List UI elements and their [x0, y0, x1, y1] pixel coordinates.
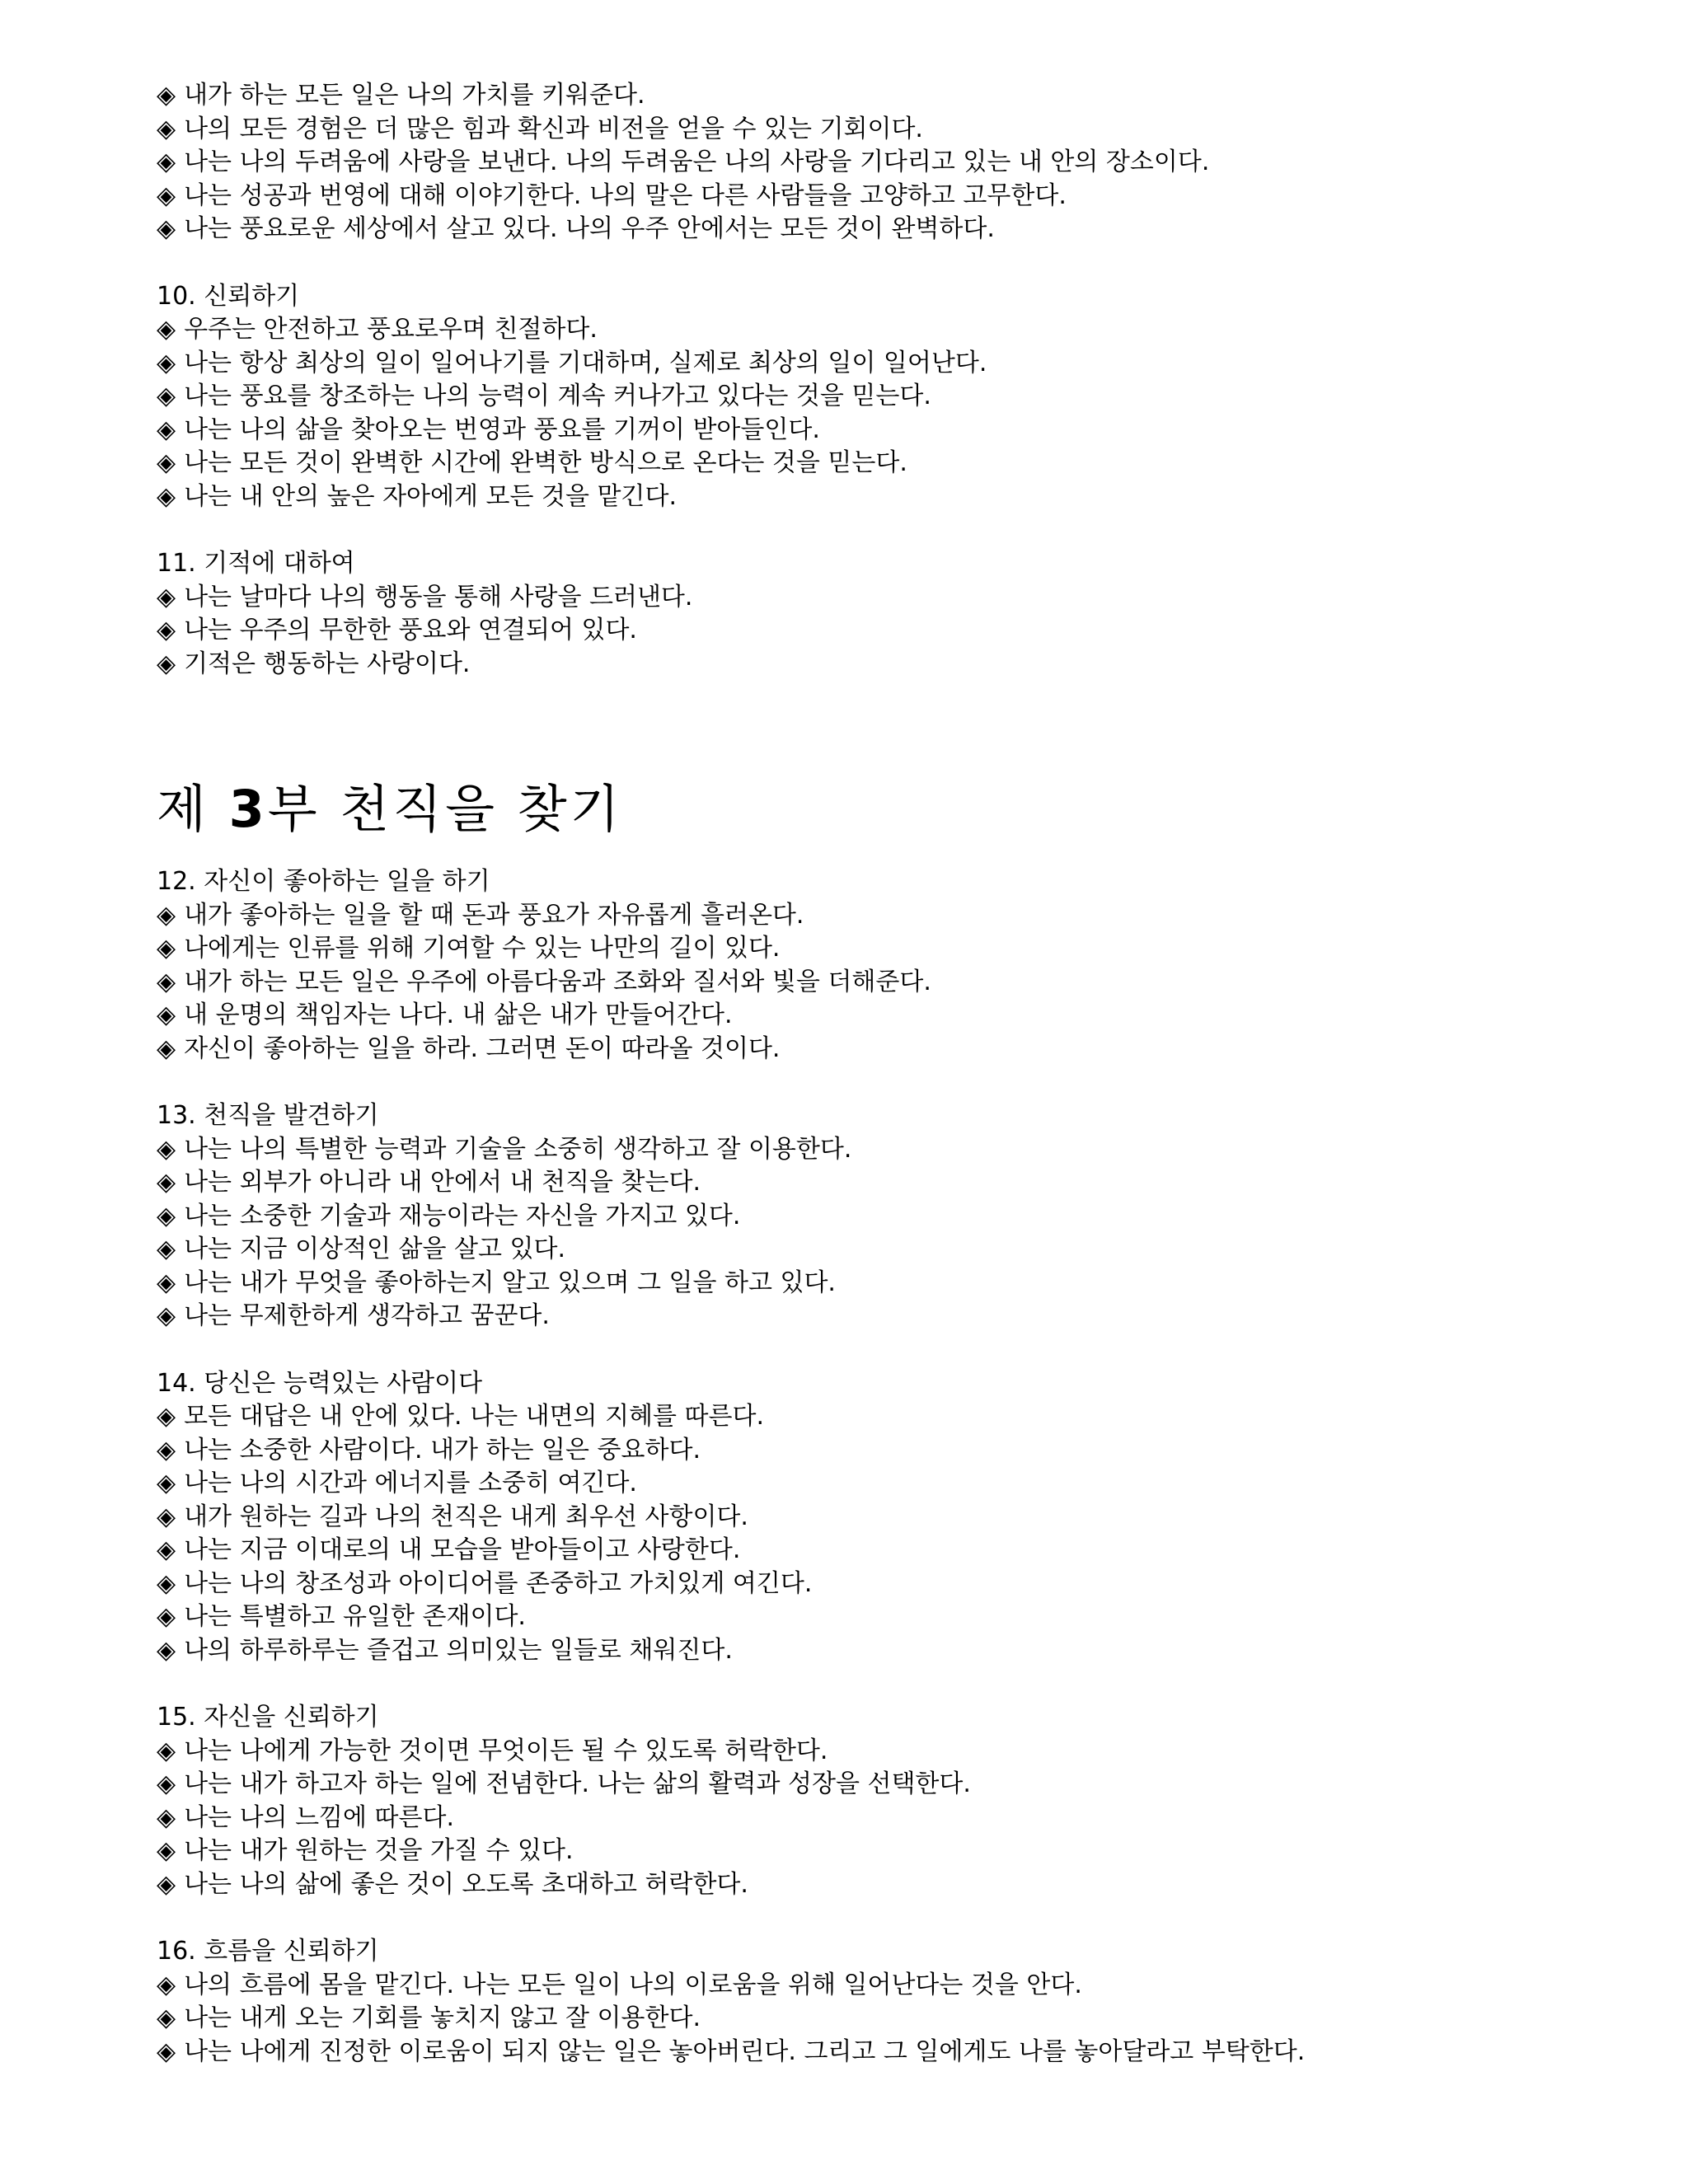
diamond-bullet-icon: ◈: [157, 1769, 176, 1798]
list-item: ◈ 나는 특별하고 유일한 존재이다.: [157, 1602, 526, 1631]
diamond-bullet-icon: ◈: [157, 1970, 176, 1999]
diamond-bullet-icon: ◈: [157, 1469, 176, 1497]
list-item: ◈ 우주는 안전하고 풍요로우며 친절하다.: [157, 315, 598, 344]
section-12: [157, 865, 1657, 1066]
section-heading: 11. 기적에 대하여: [157, 549, 355, 578]
diamond-bullet-icon: ◈: [157, 967, 176, 996]
diamond-bullet-icon: ◈: [157, 1602, 176, 1631]
list-item: ◈ 나의 흐름에 몸을 맡긴다. 나는 모든 일이 나의 이로움을 위해 일어난다는 것을 안다.: [157, 1970, 1082, 1999]
list-item: ◈ 나는 내게 오는 기회를 놓치지 않고 잘 이용한다.: [157, 2004, 701, 2032]
diamond-bullet-icon: ◈: [157, 2004, 176, 2032]
diamond-bullet-icon: ◈: [157, 1201, 176, 1230]
list-item: ◈ 나는 내가 무엇을 좋아하는지 알고 있으며 그 일을 하고 있다.: [157, 1268, 836, 1297]
list-item: ◈ 나는 성공과 번영에 대해 이야기한다. 나의 말은 다른 사람들을 고양하고 고무한다.: [157, 180, 1067, 210]
section-11: [157, 547, 1657, 681]
part-title: 제 3부 천직을 찾기: [157, 779, 623, 839]
diamond-bullet-icon: ◈: [157, 214, 176, 243]
diamond-bullet-icon: ◈: [157, 114, 176, 143]
list-item: ◈ 내가 하는 모든 일은 우주에 아름다움과 조화와 질서와 빛을 더해준다.: [157, 967, 931, 996]
diamond-bullet-icon: ◈: [157, 2036, 176, 2066]
document-page: [157, 79, 1657, 2069]
list-item: ◈ 나는 나의 창조성과 아이디어를 존중하고 가치있게 여긴다.: [157, 1568, 813, 1598]
list-item: ◈ 나는 내가 원하는 것을 가질 수 있다.: [157, 1836, 574, 1865]
list-item: ◈ 기적은 행동하는 사랑이다.: [157, 649, 471, 678]
list-item: ◈ 나는 풍요를 창조하는 나의 능력이 계속 커나가고 있다는 것을 믿는다.: [157, 382, 931, 410]
section-heading: 12. 자신이 좋아하는 일을 하기: [157, 867, 490, 896]
section-heading: 13. 천직을 발견하기: [157, 1101, 379, 1130]
list-item: ◈ 나는 나에게 진정한 이로움이 되지 않는 일은 놓아버린다. 그리고 그 일에게도 나를 놓아달라고 부탁한다.: [157, 2036, 1306, 2066]
list-item: ◈ 자신이 좋아하는 일을 하라. 그러면 돈이 따라올 것이다.: [157, 1033, 781, 1063]
diamond-bullet-icon: ◈: [157, 180, 176, 210]
section-15: [157, 1701, 1657, 1901]
section-heading: 16. 흐름을 신뢰하기: [157, 1937, 379, 1966]
diamond-bullet-icon: ◈: [157, 1736, 176, 1765]
list-item: ◈ 나는 나의 삶을 찾아오는 번영과 풍요를 기꺼이 받아들인다.: [157, 415, 820, 444]
section-13: [157, 1099, 1657, 1333]
diamond-bullet-icon: ◈: [157, 1502, 176, 1531]
diamond-bullet-icon: ◈: [157, 1535, 176, 1564]
diamond-bullet-icon: ◈: [157, 900, 176, 930]
diamond-bullet-icon: ◈: [157, 1268, 176, 1297]
diamond-bullet-icon: ◈: [157, 582, 176, 612]
list-item: ◈ 나는 나의 두려움에 사랑을 보낸다. 나의 두려움은 나의 사랑을 기다리고 있는 내 안의 장소이다.: [157, 148, 1210, 176]
list-item: ◈ 나는 나의 시간과 에너지를 소중히 여긴다.: [157, 1469, 637, 1497]
list-item: ◈ 나에게는 인류를 위해 기여할 수 있는 나만의 길이 있다.: [157, 934, 781, 963]
list-item: ◈ 나는 날마다 나의 행동을 통해 사랑을 드러낸다.: [157, 582, 693, 612]
list-item: ◈ 나는 나에게 가능한 것이면 무엇이든 될 수 있도록 허락한다.: [157, 1736, 828, 1765]
part-number: 3: [228, 779, 268, 839]
diamond-bullet-icon: ◈: [157, 1235, 176, 1263]
diamond-bullet-icon: ◈: [157, 148, 176, 176]
diamond-bullet-icon: ◈: [157, 1635, 176, 1665]
list-item: ◈ 나는 내가 하고자 하는 일에 전념한다. 나는 삶의 활력과 성장을 선택한다.: [157, 1769, 971, 1798]
diamond-bullet-icon: ◈: [157, 1134, 176, 1164]
diamond-bullet-icon: ◈: [157, 1033, 176, 1063]
diamond-bullet-icon: ◈: [157, 934, 176, 963]
diamond-bullet-icon: ◈: [157, 1802, 176, 1832]
section-10: [157, 280, 1657, 514]
list-item: ◈ 모든 대답은 내 안에 있다. 나는 내면의 지혜를 따른다.: [157, 1402, 765, 1431]
diamond-bullet-icon: ◈: [157, 415, 176, 444]
diamond-bullet-icon: ◈: [157, 1301, 176, 1330]
list-item: ◈ 나는 나의 느낌에 따른다.: [157, 1802, 455, 1832]
list-item: ◈ 나는 지금 이상적인 삶을 살고 있다.: [157, 1235, 566, 1263]
diamond-bullet-icon: ◈: [157, 1168, 176, 1197]
diamond-bullet-icon: ◈: [157, 1402, 176, 1431]
list-item: ◈ 나는 우주의 무한한 풍요와 연결되어 있다.: [157, 616, 637, 644]
diamond-bullet-icon: ◈: [157, 448, 176, 477]
diamond-bullet-icon: ◈: [157, 1836, 176, 1865]
list-item: ◈ 나는 나의 특별한 능력과 기술을 소중히 생각하고 잘 이용한다.: [157, 1134, 852, 1164]
list-item: ◈ 나는 소중한 기술과 재능이라는 자신을 가지고 있다.: [157, 1201, 741, 1230]
diamond-bullet-icon: ◈: [157, 1869, 176, 1899]
list-item: ◈ 나는 소중한 사람이다. 내가 하는 일은 중요하다.: [157, 1435, 701, 1465]
list-item: ◈ 내가 좋아하는 일을 할 때 돈과 풍요가 자유롭게 흘러온다.: [157, 900, 804, 930]
diamond-bullet-icon: ◈: [157, 1568, 176, 1598]
list-item: ◈ 나는 나의 삶에 좋은 것이 오도록 초대하고 허락한다.: [157, 1869, 748, 1899]
list-item: ◈ 나는 풍요로운 세상에서 살고 있다. 나의 우주 안에서는 모든 것이 완벽하다.: [157, 214, 995, 243]
section-heading: 10. 신뢰하기: [157, 281, 300, 311]
list-item: ◈ 내 운명의 책임자는 나다. 내 삶은 내가 만들어간다.: [157, 1001, 733, 1029]
section-16: [157, 1935, 1657, 2069]
list-item: ◈ 나는 내 안의 높은 자아에게 모든 것을 맡긴다.: [157, 481, 678, 511]
list-item: ◈ 나는 항상 최상의 일이 일어나기를 기대하며, 실제로 최상의 일이 일어난다.: [157, 348, 987, 377]
list-item: ◈ 나는 외부가 아니라 내 안에서 내 천직을 찾는다.: [157, 1168, 701, 1197]
section-top-block: [157, 79, 1657, 246]
section-14: [157, 1367, 1657, 1668]
diamond-bullet-icon: ◈: [157, 348, 176, 377]
section-heading: 15. 자신을 신뢰하기: [157, 1703, 379, 1732]
list-item: ◈ 나는 모든 것이 완벽한 시간에 완벽한 방식으로 온다는 것을 믿는다.: [157, 448, 907, 477]
list-item: ◈ 나는 무제한하게 생각하고 꿈꾼다.: [157, 1301, 550, 1330]
list-item: ◈ 나의 하루하루는 즐겁고 의미있는 일들로 채워진다.: [157, 1635, 733, 1665]
section-heading: 14. 당신은 능력있는 사람이다: [157, 1368, 483, 1398]
diamond-bullet-icon: ◈: [157, 315, 176, 344]
diamond-bullet-icon: ◈: [157, 1435, 176, 1465]
list-item: ◈ 나의 모든 경험은 더 많은 힘과 확신과 비전을 얻을 수 있는 기회이다.: [157, 114, 923, 143]
list-item: ◈ 나는 지금 이대로의 내 모습을 받아들이고 사랑한다.: [157, 1535, 741, 1564]
diamond-bullet-icon: ◈: [157, 1001, 176, 1029]
diamond-bullet-icon: ◈: [157, 649, 176, 678]
diamond-bullet-icon: ◈: [157, 481, 176, 511]
list-item: ◈ 내가 하는 모든 일은 나의 가치를 키워준다.: [157, 81, 645, 110]
diamond-bullet-icon: ◈: [157, 616, 176, 644]
diamond-bullet-icon: ◈: [157, 81, 176, 110]
list-item: ◈ 내가 원하는 길과 나의 천직은 내게 최우선 사항이다.: [157, 1502, 748, 1531]
diamond-bullet-icon: ◈: [157, 382, 176, 410]
